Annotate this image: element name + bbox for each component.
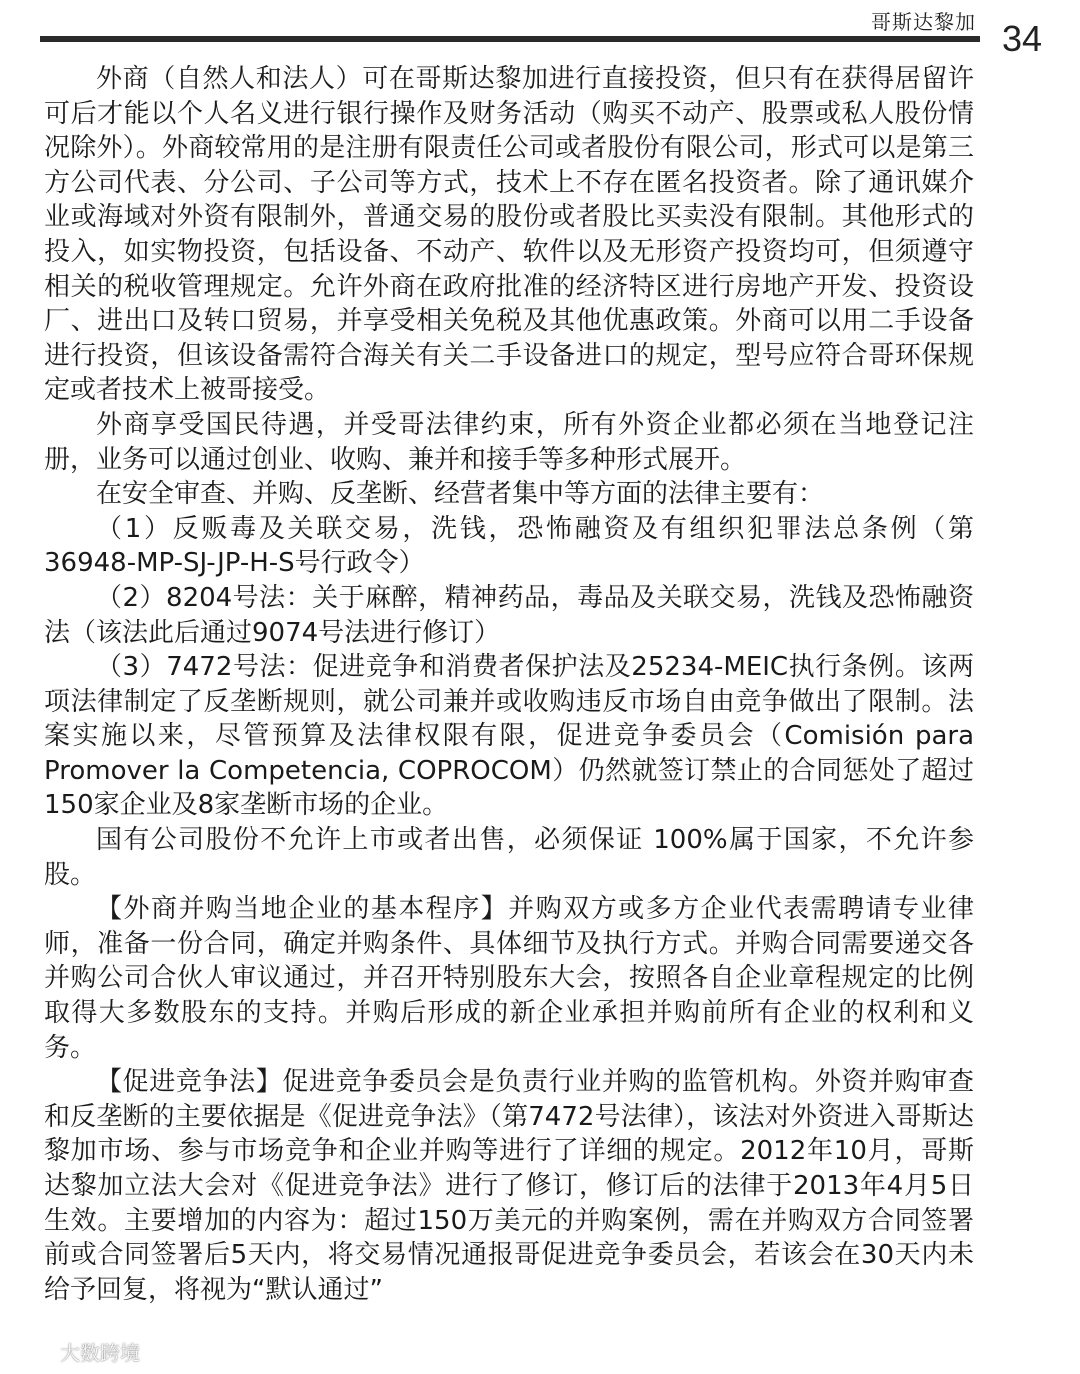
paragraph: （3）7472号法：促进竞争和消费者保护法及25234-MEIC执行条例。该两项法律制定了反垄断规则，就公司兼并或收购违反市场自由竞争做出了限制。法案实施以来，尽管预算及法律权限有限，促进竞争委员会（Comisión para Promover la Competencia, COPROCOM）仍然就签订禁止的合同惩处了超过150家企业及8家垄断市场的企业。: [44, 652, 974, 821]
paragraph: （1）反贩毒及关联交易，洗钱，恐怖融资及有组织犯罪法总条例（第36948-MP-SJ-JP-H-S号行政令）: [44, 513, 974, 579]
paragraph: 国有公司股份不允许上市或者出售，必须保证 100%属于国家，不允许参股。: [44, 825, 974, 890]
paragraph: 外商享受国民待遇，并受哥法律约束，所有外资企业都必须在当地登记注册，业务可以通过创业、收购、兼并和接手等多种形式展开。: [44, 409, 974, 475]
logo-icon: [10, 1335, 54, 1368]
paragraph: 外商（自然人和法人）可在哥斯达黎加进行直接投资，但只有在获得居留许可后才能以个人名义进行银行操作及财务活动（购买不动产、股票或私人股份情况除外）。外商较常用的是注册有限责任公司或者股份有限公司，形式可以是第三方公司代表、分公司、子公司等方式，技术上不存在匿名投资者。除了通讯媒介业或海域对外资有限制外，普通交易的股份或者股比买卖没有限制。其他形式的投入，如实物投资，包括设备、不动产、软件以及无形资产投资均可，但须遵守相关的税收管理规定。允许外商在政府批准的经济特区进行房地产开发、投资设厂、进出口及转口贸易，并享受相关免税及其他优惠政策。外商可以用二手设备进行投资，但该设备需符合海关有关二手设备进口的规定，型号应符合哥环保规定或者技术上被哥接受。: [44, 64, 974, 406]
header-title: 哥斯达黎加: [871, 10, 976, 34]
watermark: [10, 1335, 140, 1368]
watermark-text: 大数跨境: [60, 1341, 140, 1365]
page-number: 34: [1001, 18, 1042, 59]
document-body: [44, 62, 974, 1307]
paragraph: 【外商并购当地企业的基本程序】并购双方或多方企业代表需聘请专业律师，准备一份合同，确定并购条件、具体细节及执行方式。并购合同需要递交各并购公司合伙人审议通过，并召开特别股东大会，按照各自企业章程规定的比例取得大多数股东的支持。并购后形成的新企业承担并购前所有企业的权利和义务。: [44, 894, 974, 1063]
paragraph: 在安全审查、并购、反垄断、经营者集中等方面的法律主要有：: [96, 479, 825, 510]
paragraph: （2）8204号法：关于麻醉，精神药品，毒品及关联交易，洗钱及恐怖融资法（该法此后通过9074号法进行修订）: [44, 582, 974, 648]
header-rule: [40, 36, 980, 42]
paragraph: 【促进竞争法】促进竞争委员会是负责行业并购的监管机构。外资并购审查和反垄断的主要依据是《促进竞争法》（第7472号法律），该法对外资进入哥斯达黎加市场、参与市场竞争和企业并购等进行了详细的规定。2012年10月，哥斯达黎加立法大会对《促进竞争法》进行了修订，修订后的法律于2013年4月5日生效。主要增加的内容为：超过150万美元的并购案例，需在并购双方合同签署前或合同签署后5天内，将交易情况通报哥促进竞争委员会，若该会在30天内未给予回复，将视为“默认通过”: [44, 1067, 974, 1305]
